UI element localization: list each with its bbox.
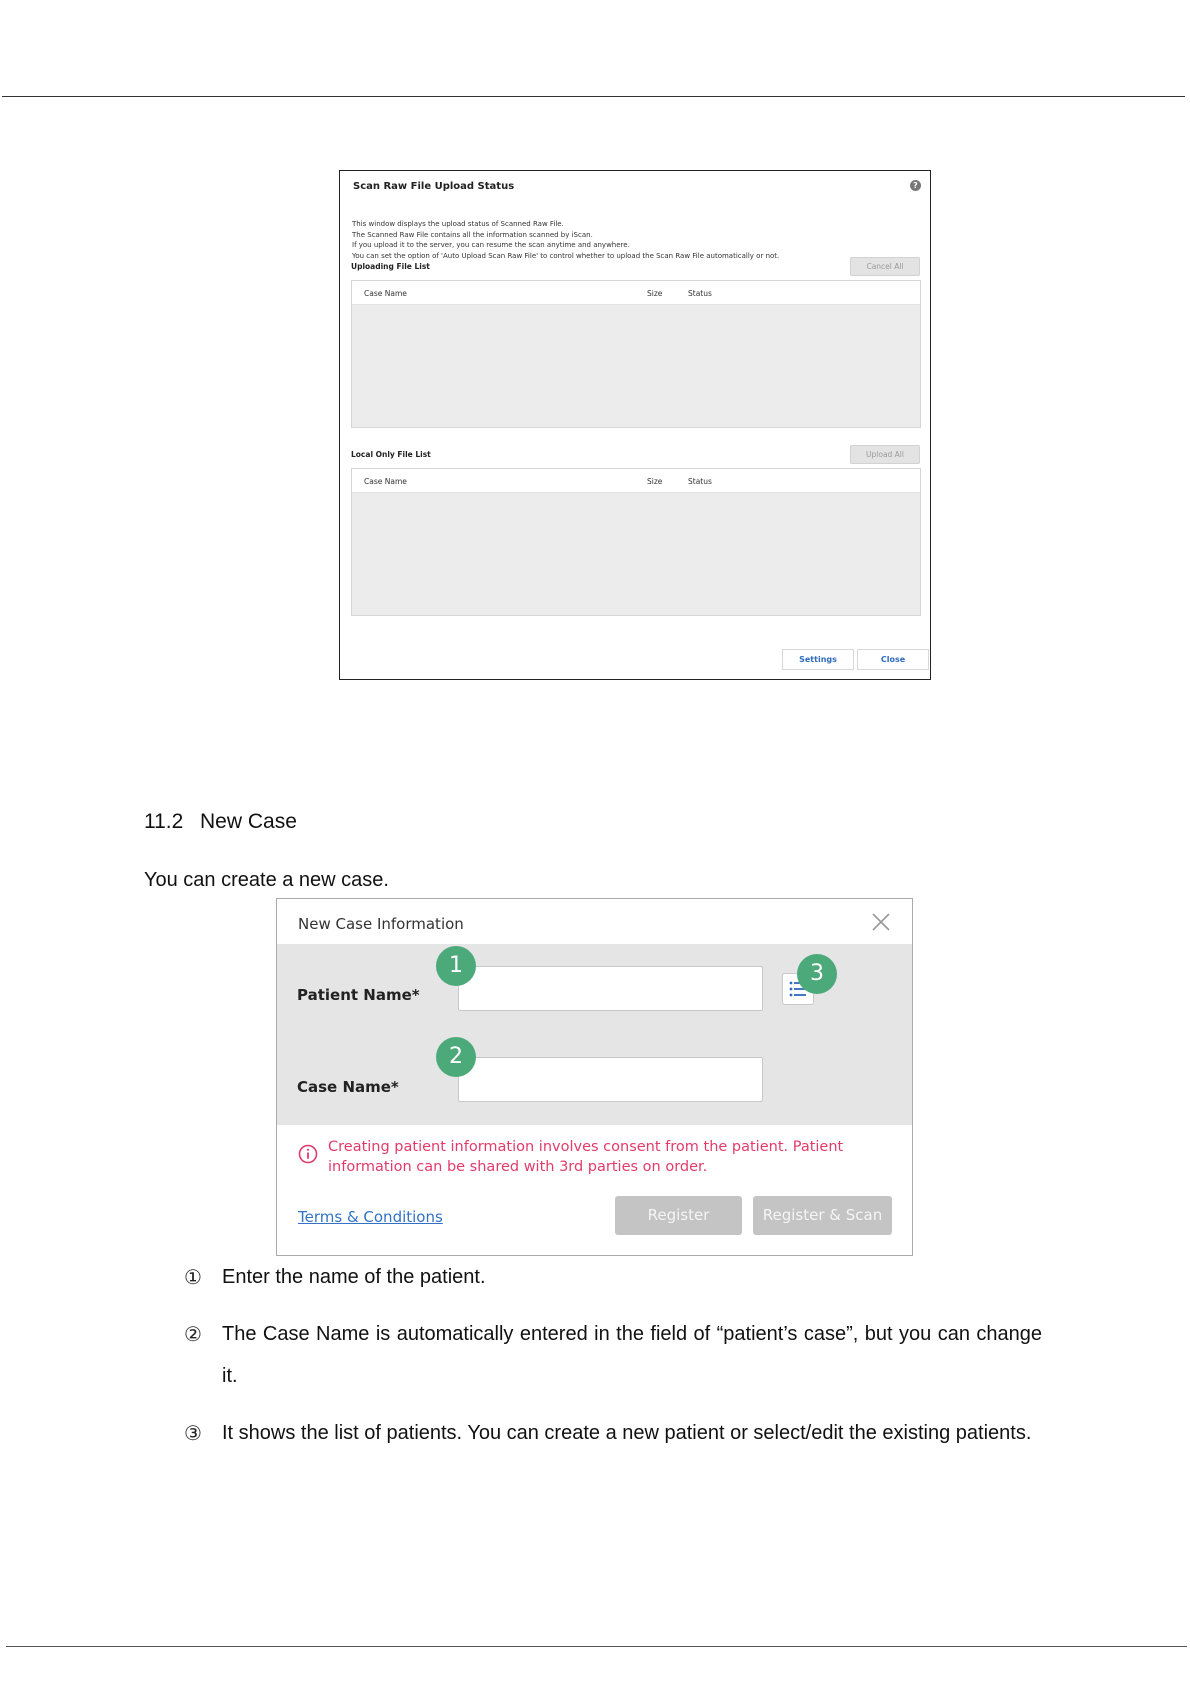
local-only-file-list-label: Local Only File List xyxy=(351,450,431,459)
list-item-number-2: ② xyxy=(184,1322,202,1346)
section-title: New Case xyxy=(200,810,297,833)
case-name-input[interactable] xyxy=(458,1057,763,1102)
new-case-dialog xyxy=(276,898,913,1256)
terms-conditions-link[interactable]: Terms & Conditions xyxy=(298,1208,443,1226)
footer-rule xyxy=(6,1646,1187,1647)
column-size: Size xyxy=(647,289,663,298)
local-only-file-list[interactable] xyxy=(351,468,921,616)
section-heading xyxy=(144,810,297,834)
info-icon xyxy=(298,1144,318,1164)
column-case-name: Case Name xyxy=(364,289,407,298)
section-number: 11.2 xyxy=(144,810,184,833)
cancel-all-button[interactable]: Cancel All xyxy=(850,257,920,276)
list-item-text-2: The Case Name is automatically entered in the field of “patient’s case”, but you can change it. xyxy=(222,1323,1042,1387)
section-intro: You can create a new case. xyxy=(144,869,389,891)
register-scan-button[interactable]: Register & Scan xyxy=(753,1196,892,1235)
upload-status-dialog xyxy=(339,170,931,680)
callout-marker-2: 2 xyxy=(436,1037,476,1077)
list-item-text-3: It shows the list of patients. You can create a new patient or select/edit the existing patients. xyxy=(222,1422,1032,1444)
column-size: Size xyxy=(647,477,663,486)
column-status: Status xyxy=(688,289,712,298)
column-status: Status xyxy=(688,477,712,486)
uploading-list-header xyxy=(352,281,920,305)
callout-marker-3: 3 xyxy=(797,954,837,994)
help-icon[interactable]: ? xyxy=(910,180,921,191)
patient-name-label: Patient Name* xyxy=(297,986,420,1004)
column-case-name: Case Name xyxy=(364,477,407,486)
upload-all-button[interactable]: Upload All xyxy=(850,445,920,464)
close-button[interactable]: Close xyxy=(857,649,929,670)
uploading-file-list-label: Uploading File List xyxy=(351,262,430,271)
case-name-label: Case Name* xyxy=(297,1078,399,1096)
upload-dialog-description: This window displays the upload status of Scanned Raw File. The Scanned Raw File contains all the information scanned by iScan. If you upload it to the server, you can resume the scan anytime and anywhere. You can set the option of 'Auto Upload Scan Raw File' to control whether to upload the Scan Raw File automatically or not. xyxy=(352,220,780,260)
consent-notice: Creating patient information involves consent from the patient. Patient information can be shared with 3rd parties on order. xyxy=(328,1139,844,1175)
close-icon[interactable] xyxy=(870,911,892,933)
header-rule xyxy=(2,96,1185,97)
new-case-dialog-title: New Case Information xyxy=(298,915,464,933)
list-item-number-3: ③ xyxy=(184,1421,202,1445)
uploading-file-list[interactable] xyxy=(351,280,921,428)
local-list-header xyxy=(352,469,920,493)
list-item-number-1: ① xyxy=(184,1265,202,1289)
patient-name-input[interactable] xyxy=(458,966,763,1011)
settings-button[interactable]: Settings xyxy=(782,649,854,670)
callout-marker-1: 1 xyxy=(436,946,476,986)
register-button[interactable]: Register xyxy=(615,1196,742,1235)
upload-dialog-title: Scan Raw File Upload Status xyxy=(353,181,515,192)
list-item-text-1: Enter the name of the patient. xyxy=(222,1266,486,1288)
